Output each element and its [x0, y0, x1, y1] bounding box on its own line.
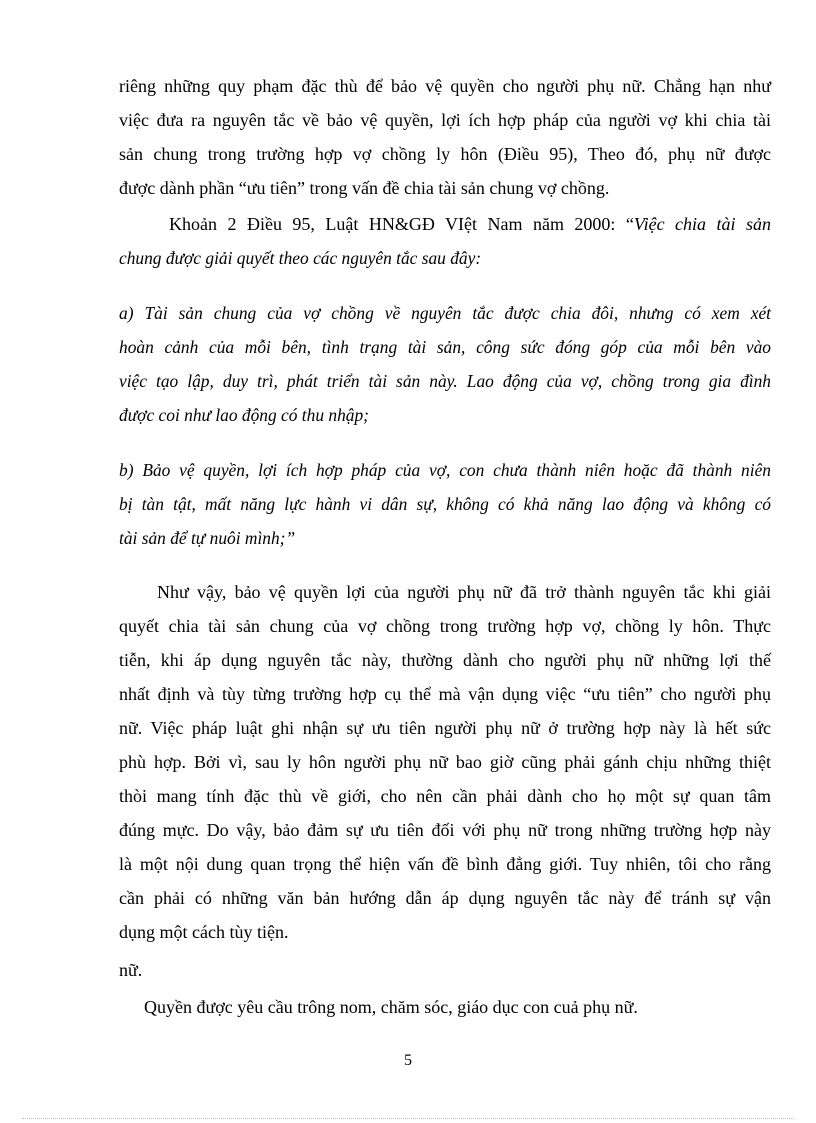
text-line: nữ. Việc pháp luật ghi nhận sự ưu tiên người phụ nữ ở trường hợp này là hết sức: [119, 718, 771, 738]
text-line: bị tàn tật, mất năng lực hành vi dân sự, không có khả năng lao động và không có: [119, 494, 771, 514]
text-line: a) Tài sản chung của vợ chồng về nguyên tắc được chia đôi, nhưng có xem xét: [119, 303, 771, 323]
page-bottom-divider: [22, 1118, 794, 1119]
citation-quote-start: Việc chia tài sản: [633, 214, 772, 234]
list-item-b: [119, 453, 771, 555]
citation-paragraph: [119, 207, 771, 275]
text-line: tiễn, khi áp dụng nguyên tắc này, thường dành cho người phụ nữ những lợi thế: [119, 650, 771, 670]
text-line: Như vậy, bảo vệ quyền lợi của người phụ nữ đã trở thành nguyên tắc khi giải: [157, 582, 771, 602]
text-line: phù hợp. Bởi vì, sau ly hôn người phụ nữ bao giờ cũng phải gánh chịu những thiệt: [119, 752, 771, 772]
text-line: tài sản để tự nuôi mình;”: [119, 528, 296, 548]
citation-line: [119, 207, 771, 241]
text-line: dụng một cách tùy tiện.: [119, 922, 289, 942]
text-line: nhất định và tùy từng trường hợp cụ thể mà vận dụng việc “ưu tiên” cho người phụ: [119, 684, 771, 704]
page-number: 5: [404, 1052, 412, 1069]
fragment-line: [119, 953, 771, 987]
text-line: là một nội dung quan trọng thể hiện vấn đề bình đẳng giới. Tuy nhiên, tôi cho rằng: [119, 854, 771, 874]
text-line: cần phải có những văn bản hướng dẫn áp dụng nguyên tắc này để tránh sự vận: [119, 888, 771, 908]
paragraph-intro: [119, 69, 771, 205]
text-line: b) Bảo vệ quyền, lợi ích hợp pháp của vợ, con chưa thành niên hoặc đã thành niên: [119, 460, 771, 480]
text-line: sản chung trong trường hợp vợ chồng ly hôn (Điều 95), Theo đó, phụ nữ được: [119, 144, 771, 164]
text-line: hoàn cảnh của mỗi bên, tình trạng tài sản, công sức đóng góp của mỗi bên vào: [119, 337, 771, 357]
text-line: việc đưa ra nguyên tắc về bảo vệ quyền, lợi ích hợp pháp của người vợ khi chia tài: [119, 110, 771, 130]
text-line: đúng mực. Do vậy, bảo đảm sự ưu tiên đối với phụ nữ trong những trường hợp này: [119, 820, 771, 840]
list-item-a: [119, 296, 771, 432]
paragraph-analysis: [119, 575, 771, 949]
text-line: nữ.: [119, 960, 143, 980]
text-line: được coi như lao động có thu nhập;: [119, 405, 369, 425]
section-heading: [119, 990, 771, 1024]
citation-quote-line: chung được giải quyết theo các nguyên tắc sau đây:: [119, 248, 482, 268]
text-line: quyết chia tài sản chung của vợ chồng trong trường hợp vợ, chồng ly hôn. Thực: [119, 616, 771, 636]
text-line: được dành phần “ưu tiên” trong vấn đề chia tài sản chung vợ chồng.: [119, 178, 610, 198]
text-line: Quyền được yêu cầu trông nom, chăm sóc, giáo dục con cuả phụ nữ.: [144, 997, 638, 1017]
text-line: thòi mang tính đặc thù về giới, cho nên cần phải dành cho họ một sự quan tâm: [119, 786, 771, 806]
citation-intro: Khoản 2 Điều 95, Luật HN&GĐ VIệt Nam năm 2000: “: [169, 214, 634, 234]
text-line: việc tạo lập, duy trì, phát triển tài sản này. Lao động của vợ, chồng trong gia đình: [119, 371, 771, 391]
text-line: riêng những quy phạm đặc thù để bảo vệ quyền cho người phụ nữ. Chẳng hạn như: [119, 76, 771, 96]
